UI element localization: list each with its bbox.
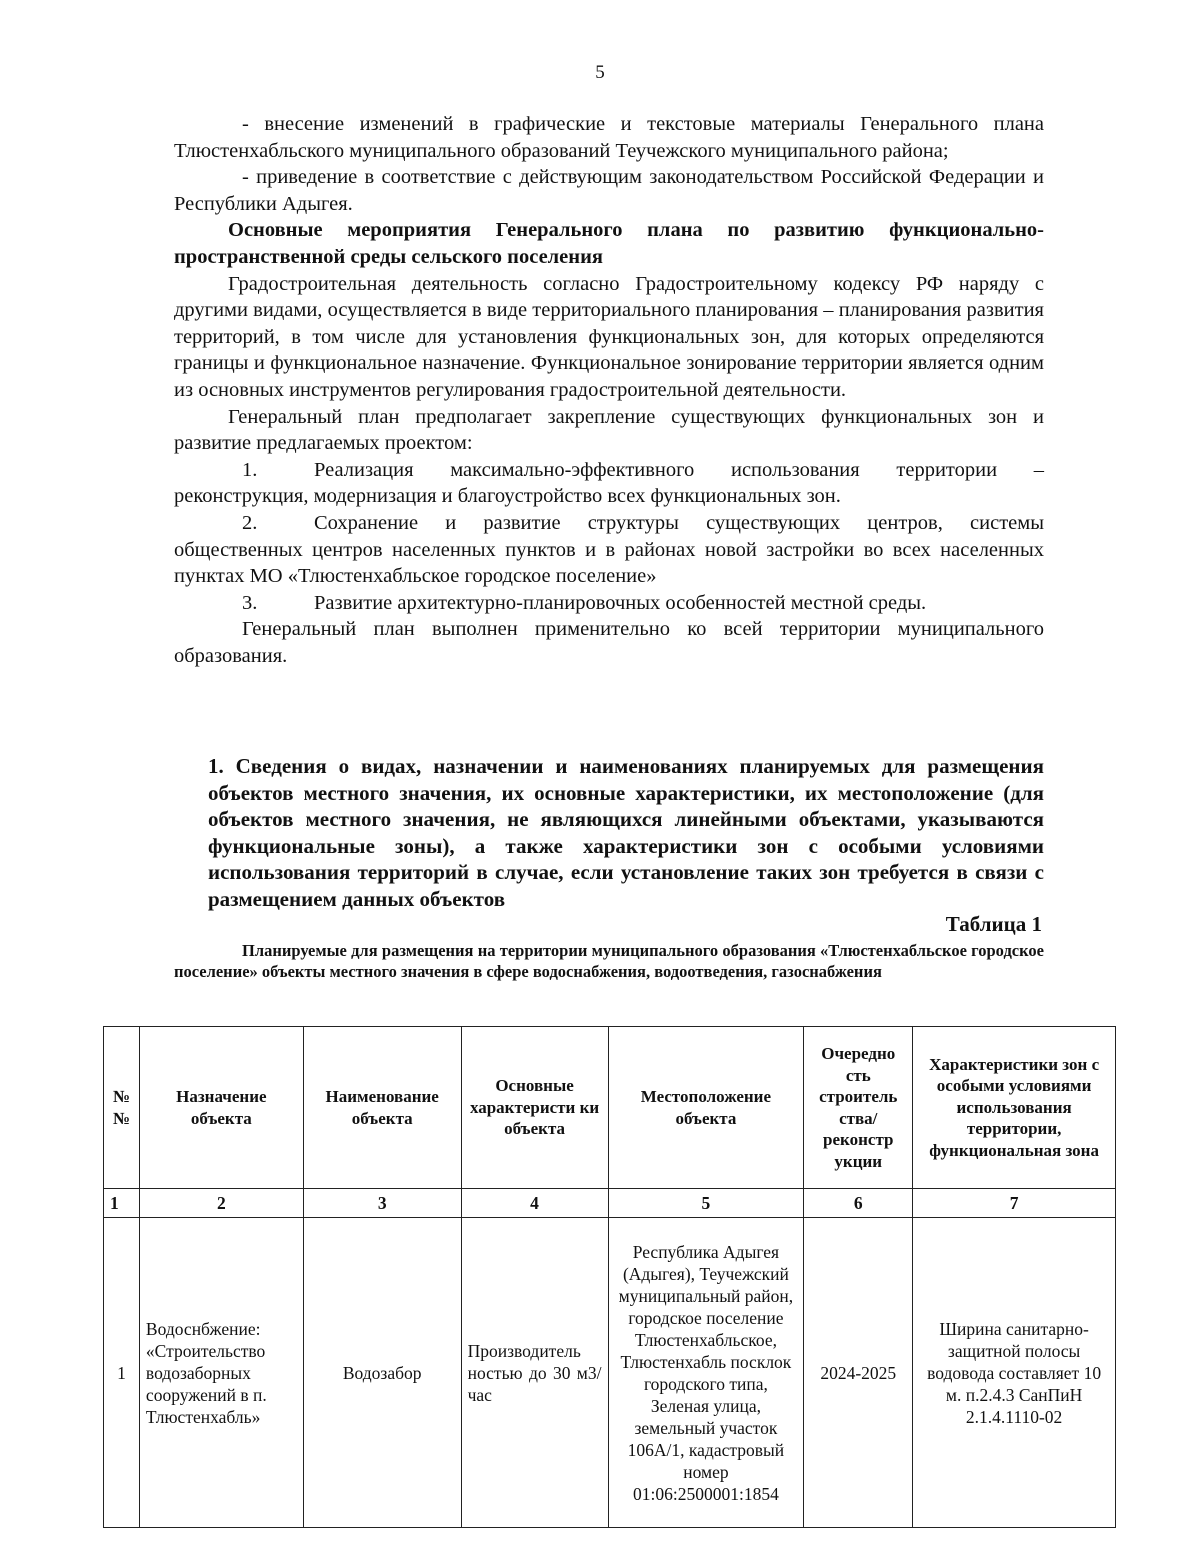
- numbered-item-2: [174, 510, 1044, 590]
- row-1-characteristics: Производитель ностью до 30 м3/час: [461, 1218, 608, 1528]
- row-1-period: 2024-2025: [804, 1218, 913, 1528]
- numbered-item-3-num: 3.: [242, 591, 258, 614]
- row-1-name: Водозабор: [303, 1218, 461, 1528]
- col-num-2: 2: [139, 1189, 303, 1218]
- row-1-purpose: Водоснбжение: «Строительство водозаборных сооружений в п. Тлюстенхабль»: [139, 1218, 303, 1528]
- table-row: [104, 1218, 1116, 1528]
- row-1-number: 1: [104, 1218, 140, 1528]
- para-urban-planning: Градостроительная деятельность согласно Градостроительному кодексу РФ наряду с другими видами, осуществляется в виде территориального планирования – планирования развития территорий, в том числе для установления функциональных зон, для которых определяются границы и функциональное назначение. Функциональное зонирование территории является одним из основных инструментов регулирования градостроительной деятельности.: [174, 272, 1044, 401]
- header-zone: Характеристики зон с особыми условиями использования территории, функциональная зона: [913, 1027, 1116, 1189]
- col-num-1: 1: [104, 1189, 140, 1218]
- col-num-6: 6: [804, 1189, 913, 1218]
- table-caption: Планируемые для размещения на территории муниципального образования «Тлюстенхабльское городское поселение» объекты местного значения в сфере водоснабжения, водоотведения, газоснабжения: [174, 941, 1044, 981]
- numbered-item-3: [174, 590, 1044, 617]
- intro-item-1: - внесение изменений в графические и текстовые материалы Генерального плана Тлюстенхабльского муниципального образований Теучежского муниципального района;: [174, 113, 1044, 162]
- header-location: Местоположение объекта: [608, 1027, 804, 1189]
- page-number: 5: [595, 62, 605, 83]
- para-general-plan: Генеральный план предполагает закрепление существующих функциональных зон и развитие предлагаемых проектом:: [174, 405, 1044, 455]
- row-1-location: Республика Адыгея (Адыгея), Теучежский муниципальный район, городское поселение Тлюстенхабльское, Тлюстенхабль посклок городского типа, Зеленая улица, земельный участок 106А/1, кадастровый номер 01:06:2500001:1854: [608, 1218, 804, 1528]
- header-characteristics: Основные характеристи ки объекта: [461, 1027, 608, 1189]
- numbered-item-1-text: Реализация максимально-эффективного использования территории – реконструкция, модернизация и благоустройство всех функциональных зон.: [174, 458, 1044, 508]
- numbered-item-2-text: Сохранение и развитие структуры существующих центров, системы общественных центров населенных пунктов и в районах новой застройки во всех населенных пунктах МО «Тлюстенхабльское городское поселение»: [174, 511, 1044, 588]
- body-text: [174, 111, 1044, 669]
- numbered-item-3-text: Развитие архитектурно-планировочных особенностей местной среды.: [314, 591, 927, 614]
- numbered-item-1-num: 1.: [242, 458, 258, 481]
- header-name: Наименование объекта: [303, 1027, 461, 1189]
- header-purpose: Назначение объекта: [139, 1027, 303, 1189]
- table-label: Таблица 1: [945, 912, 1042, 936]
- header-number: № №: [104, 1027, 140, 1189]
- numbered-item-2-num: 2.: [242, 511, 258, 534]
- objects-table: [103, 1026, 1116, 1528]
- col-num-3: 3: [303, 1189, 461, 1218]
- header-period: Очередно сть строитель ства/ реконстр укции: [804, 1027, 913, 1189]
- col-num-5: 5: [608, 1189, 804, 1218]
- measures-heading: Основные мероприятия Генерального плана по развитию функционально-пространственной среды сельского поселения: [174, 219, 1044, 268]
- section-title: 1. Сведения о видах, назначении и наименованиях планируемых для размещения объектов местного значения, их основные характеристики, их местоположение (для объектов местного значения, не являющихся линейными объектами, указываются функциональные зоны), а также характеристики зон с особыми условиями использования территорий в случае, если установление таких зон требуется в связи с размещением данных объектов: [208, 754, 1044, 911]
- col-num-4: 4: [461, 1189, 608, 1218]
- para-scope: Генеральный план выполнен применительно ко всей территории муниципального образования.: [174, 618, 1044, 667]
- column-number-row: [104, 1189, 1116, 1218]
- table-header-row: [104, 1027, 1116, 1189]
- numbered-item-1: [174, 457, 1044, 510]
- row-1-zone: Ширина санитарно-защитной полосы водовода составляет 10 м. п.2.4.3 СанПиН 2.1.4.1110-02: [913, 1218, 1116, 1528]
- intro-item-2: - приведение в соответствие с действующим законодательством Российской Федерации и Республики Адыгея.: [174, 166, 1044, 215]
- col-num-7: 7: [913, 1189, 1116, 1218]
